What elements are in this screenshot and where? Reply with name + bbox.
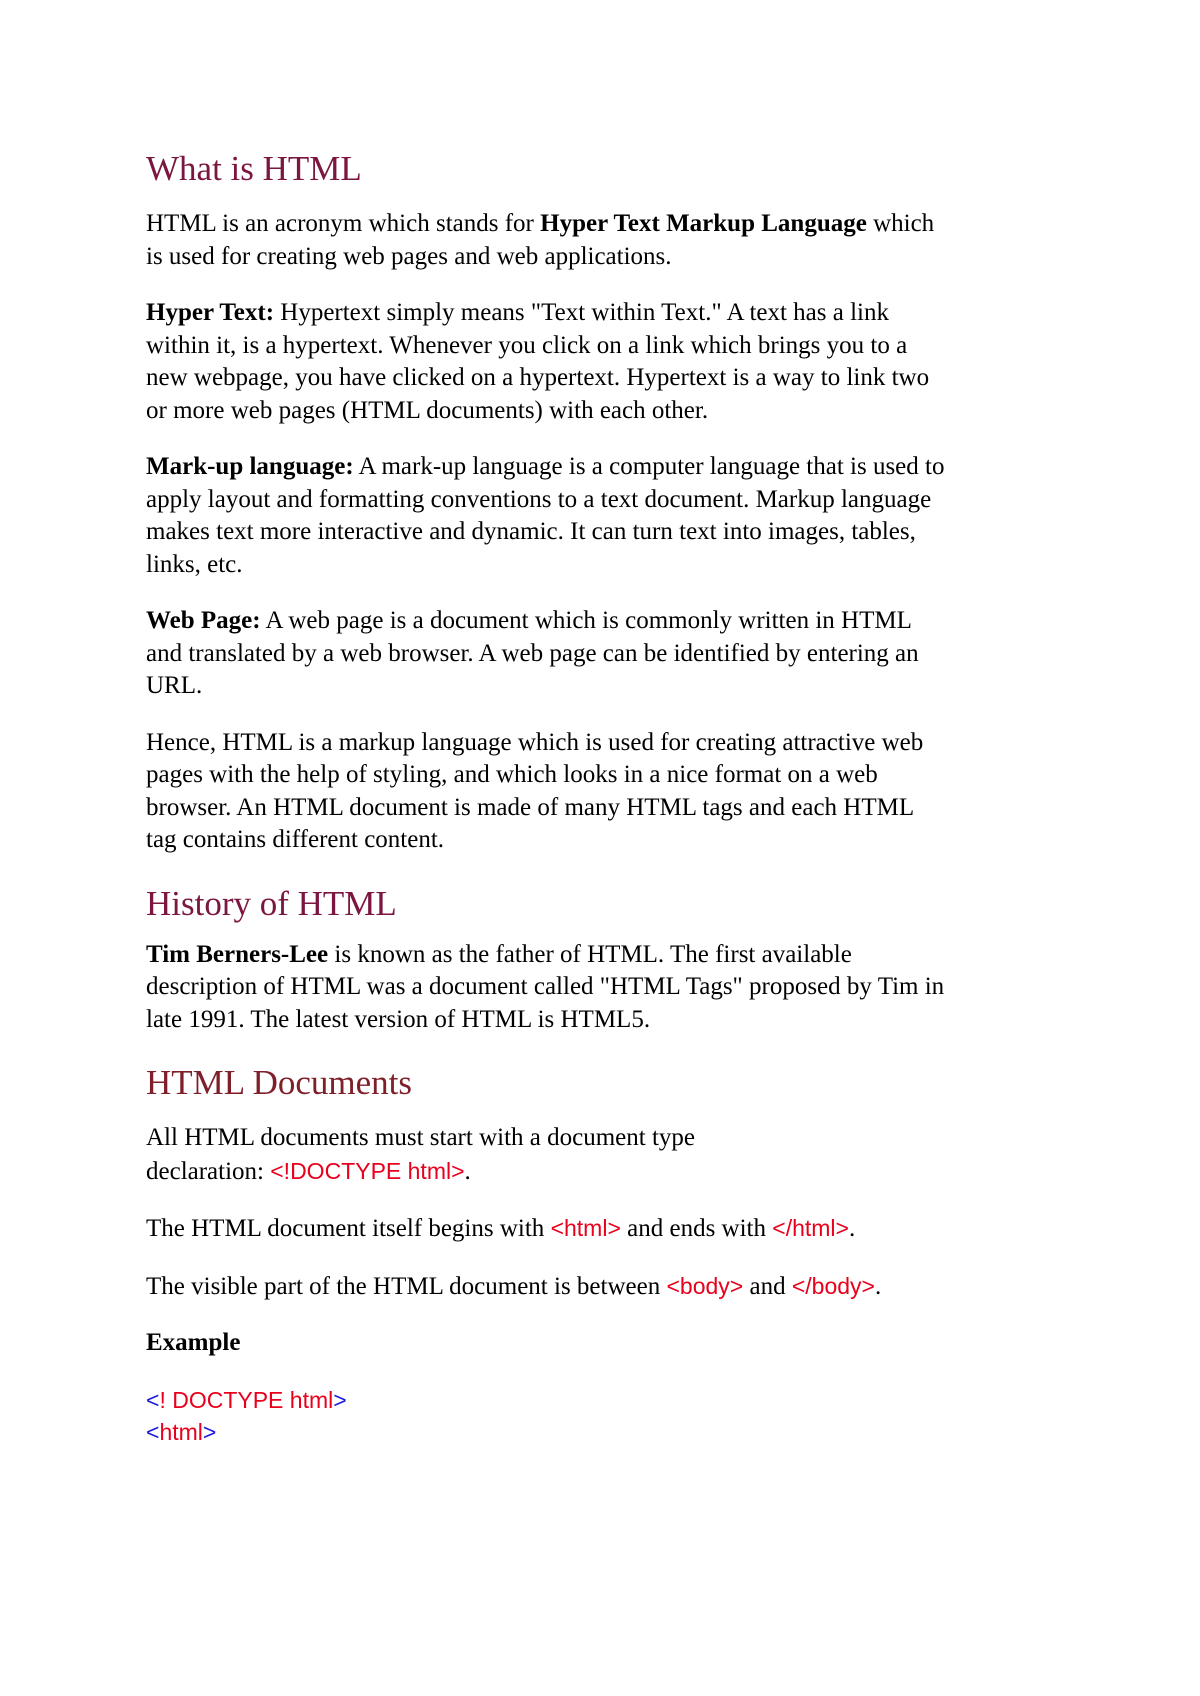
code-bracket-close: >: [202, 1419, 217, 1445]
text: tag contains different content.: [146, 826, 445, 853]
text: browser. An HTML document is made of many HTML tags and each HTML: [146, 793, 915, 821]
code-line: [146, 1384, 1076, 1417]
text: Hypertext simply means "Text within Text." A text has a link: [274, 299, 889, 326]
text: is used for creating web pages and web applications.: [146, 242, 672, 270]
paragraph-hence: [146, 727, 1076, 857]
text: is known as the father of HTML. The first available: [328, 940, 852, 968]
text: and: [743, 1272, 792, 1300]
code-example: [146, 1384, 1076, 1449]
bold-term: Web Page:: [146, 607, 261, 634]
text: late 1991. The latest version of HTML is HTML5.: [146, 1005, 651, 1033]
paragraph-history: [146, 939, 1076, 1037]
text: declaration:: [146, 1157, 271, 1185]
text: Hence, HTML is a markup language which is used for creating attractive web: [146, 728, 924, 756]
code-body-close: </body>: [791, 1272, 875, 1299]
text: All HTML documents must start with a document type: [146, 1124, 695, 1151]
text: and ends with: [620, 1215, 773, 1242]
code-bracket-open: <: [146, 1386, 160, 1413]
text: links, etc.: [146, 550, 243, 578]
text: within it, is a hypertext. Whenever you click on a link which brings you to a: [146, 331, 908, 359]
heading-what-is-html: What is HTML: [146, 149, 362, 188]
document-content: [146, 148, 1076, 1449]
text: A mark-up language is a computer language that is used to: [353, 453, 945, 480]
text: apply layout and formatting conventions to a text document. Markup language: [146, 485, 932, 513]
example-label: [146, 1327, 1076, 1360]
bold-term: Tim Berners-Lee: [146, 940, 329, 968]
paragraph-html-tags: [146, 1212, 1076, 1246]
text: makes text more interactive and dynamic. It can turn text into images, tables,: [146, 518, 916, 545]
example-label-text: Example: [146, 1329, 241, 1356]
text: URL.: [146, 672, 203, 699]
text: A web page is a document which is commonly written in HTML: [260, 607, 912, 634]
text: HTML is an acronym which stands for: [146, 210, 541, 237]
code-bracket-open: <: [146, 1419, 160, 1445]
code-bracket-close: >: [333, 1386, 347, 1413]
paragraph-definition: [146, 208, 1076, 273]
paragraph-web-page: [146, 605, 1076, 703]
text: and translated by a web browser. A web page can be identified by entering an: [146, 639, 919, 667]
text: or more web pages (HTML documents) with each other.: [146, 396, 709, 424]
heading-history-of-html: History of HTML: [146, 883, 397, 923]
text: The visible part of the HTML document is between: [146, 1272, 667, 1300]
paragraph-hyper-text: [146, 297, 1076, 427]
text: description of HTML was a document called "HTML Tags" proposed by Tim in: [146, 973, 945, 1000]
bold-term: Hyper Text:: [146, 299, 275, 326]
bold-term: Hyper Text Markup Language: [540, 210, 867, 237]
text: The HTML document itself begins with: [146, 1215, 551, 1242]
text: which: [866, 210, 935, 237]
code-body-open: <body>: [666, 1272, 744, 1299]
code-doctype: <!DOCTYPE html>: [270, 1157, 465, 1184]
paragraph-doctype: [146, 1122, 1076, 1188]
text: .: [874, 1272, 882, 1300]
paragraph-body-tags: [146, 1270, 1076, 1304]
text: new webpage, you have clicked on a hypertext. Hypertext is a way to link two: [146, 364, 930, 391]
text: .: [464, 1157, 471, 1185]
code-text: html: [159, 1419, 203, 1445]
heading-html-documents: HTML Documents: [146, 1063, 413, 1102]
text: .: [848, 1215, 856, 1242]
code-text: ! DOCTYPE html: [159, 1386, 334, 1413]
code-html-close: </html>: [772, 1215, 849, 1241]
code-line: [146, 1416, 1076, 1449]
code-html-open: <html>: [550, 1215, 621, 1241]
text: pages with the help of styling, and which looks in a nice format on a web: [146, 761, 878, 788]
bold-term: Mark-up language:: [146, 453, 354, 480]
paragraph-markup-language: [146, 451, 1076, 581]
